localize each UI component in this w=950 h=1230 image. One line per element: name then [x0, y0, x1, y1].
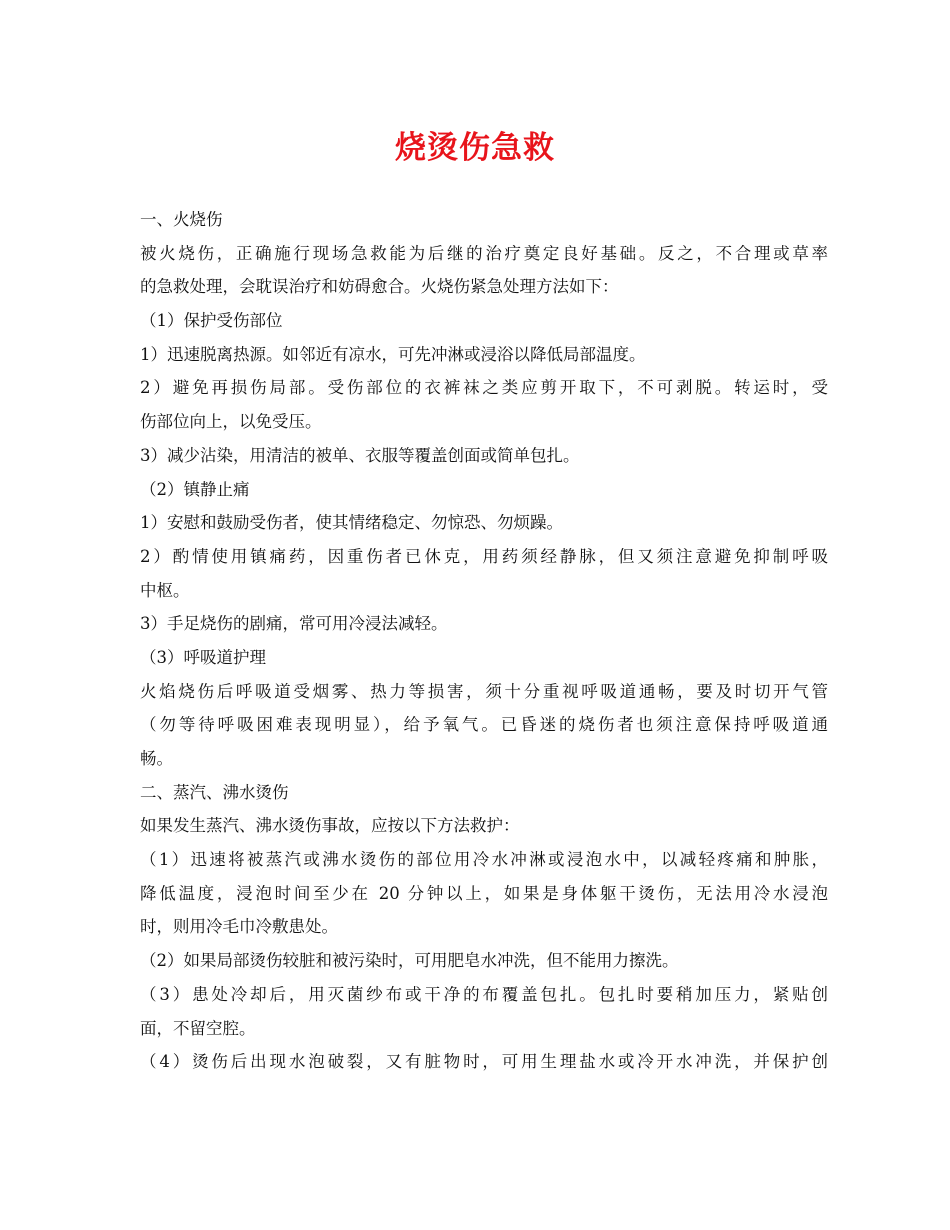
- text-line: （3）呼吸道护理: [140, 647, 266, 667]
- text-line: 面，不留空腔。: [140, 1018, 256, 1038]
- text-line: 1）安慰和鼓励受伤者，使其情绪稳定、勿惊恐、勿烦躁。: [140, 513, 563, 533]
- text-line: 畅。: [140, 749, 173, 768]
- text-line: 一、火烧伤: [140, 210, 223, 229]
- text-line: 被火烧伤，正确施行现场急救能为后继的治疗奠定良好基础。反之，不合理或草率: [140, 243, 828, 263]
- text-line: 伤部位向上，以免受压。: [140, 412, 322, 432]
- text-line: 的急救处理，会耽误治疗和妨碍愈合。火烧伤紧急处理方法如下：: [140, 277, 619, 297]
- text-line: 3）减少沾染，用清洁的被单、衣服等覆盖创面或简单包扎。: [140, 445, 580, 465]
- document-body: [140, 203, 828, 1079]
- document-title: 烧烫伤急救: [395, 130, 555, 166]
- text-line: （2）如果局部烫伤较脏和被污染时，可用肥皂水冲洗，但不能用力擦洗。: [140, 951, 679, 971]
- text-line: 时，则用冷毛巾冷敷患处。: [140, 917, 338, 937]
- text-line: 降低温度，浸泡时间至少在 20 分钟以上，如果是身体躯干烫伤，无法用冷水浸泡: [140, 883, 828, 903]
- text-line: 1）迅速脱离热源。如邻近有凉水，可先冲淋或浸浴以降低局部温度。: [140, 344, 646, 364]
- text-line: （3）患处冷却后，用灭菌纱布或干净的布覆盖包扎。包扎时要稍加压力，紧贴创: [140, 984, 828, 1004]
- text-line: 火焰烧伤后呼吸道受烟雾、热力等损害，须十分重视呼吸道通畅，要及时切开气管: [140, 681, 828, 701]
- text-line: 二、蒸汽、沸水烫伤: [140, 782, 289, 802]
- text-line: 中枢。: [140, 580, 190, 600]
- text-line: （勿等待呼吸困难表现明显），给予氧气。已昏迷的烧伤者也须注意保持呼吸道通: [140, 715, 828, 735]
- text-line: 2）避免再损伤局部。受伤部位的衣裤袜之类应剪开取下，不可剥脱。转运时，受: [140, 378, 828, 398]
- text-line: （4）烫伤后出现水泡破裂，又有脏物时，可用生理盐水或冷开水冲洗，并保护创: [140, 1052, 828, 1072]
- text-line: 3）手足烧伤的剧痛，常可用冷浸法减轻。: [140, 614, 448, 634]
- text-line: （1）迅速将被蒸汽或沸水烫伤的部位用冷水冲淋或浸泡水中，以减轻疼痛和肿胀，: [140, 850, 828, 870]
- text-line: 2）酌情使用镇痛药，因重伤者已休克，用药须经静脉，但又须注意避免抑制呼吸: [140, 546, 828, 566]
- text-line: 如果发生蒸汽、沸水烫伤事故，应按以下方法救护：: [140, 816, 520, 836]
- text-line: （2）镇静止痛: [140, 479, 250, 499]
- text-line: （1）保护受伤部位: [140, 311, 283, 331]
